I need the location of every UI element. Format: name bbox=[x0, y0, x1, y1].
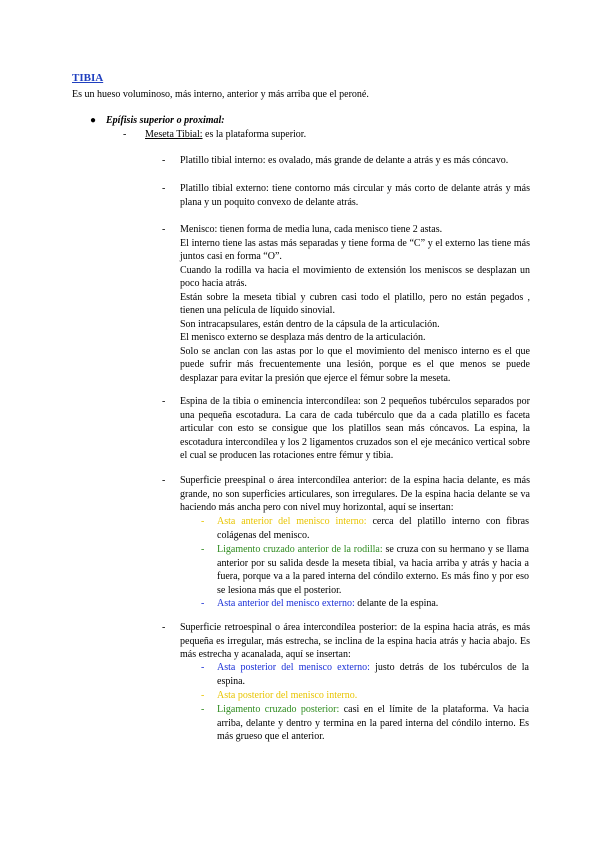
subitem-text: cerca del platillo interno con fibras colágenas del menisco. bbox=[217, 516, 529, 541]
menisco-line: El interno tiene las astas más separadas y tiene forma de “C” y el externo las tiene más juntos casi en forma “O”. bbox=[180, 237, 530, 262]
dash-marker: - bbox=[162, 155, 166, 166]
subitem-label: Ligamento cruzado posterior: bbox=[217, 704, 340, 715]
page-title: TIBIA bbox=[72, 72, 104, 84]
subitem-text: delante de la espina. bbox=[354, 598, 439, 609]
subitem-label: Asta anterior del menisco interno: bbox=[217, 516, 367, 527]
dash-marker: - bbox=[162, 183, 166, 194]
subitem-text: se cruza con su hermano y se llama anterior por su salida desde la meseta tibial, va hacia arriba y atrás y hacia a fuera, porque va a la pared interna del cóndilo externo. Es más fino y por eso se lesiona más que el posterior. bbox=[217, 544, 529, 596]
dash-marker: - bbox=[201, 598, 205, 609]
menisco-line: Cuando la rodilla va hacia el movimiento de extensión los meniscos se desplazan un poco hacia atrás. bbox=[180, 264, 530, 289]
menisco-line: Solo se anclan con las astas por lo que el movimiento del menisco interno es el que puede sufrir más frecuentemente una lesión, porque es el que menos se puede desplazar para evitar la presión que ejerce el fémur sobre la meseta. bbox=[180, 345, 530, 384]
meseta-label: Meseta Tibial: bbox=[145, 129, 203, 140]
subitem-asta-posterior-interno bbox=[201, 689, 529, 703]
item-preespinal bbox=[162, 474, 530, 515]
subitem-lca bbox=[201, 543, 529, 597]
item-text: Superficie preespinal o área intercondílea anterior: de la espina hacia delante, es más grande, no son superficies articulares, son irregulares. De la espina hacia delante se va haciendo más ancha pero con nivel muy horizontal, aquí se insertan: bbox=[180, 475, 530, 513]
subitem-asta-posterior-externo bbox=[201, 661, 529, 688]
item-platillo-externo bbox=[162, 182, 530, 209]
menisco-line: Son intracapsulares, están dentro de la cápsula de la articulación. bbox=[180, 318, 440, 330]
subitem-label: Asta posterior del menisco externo: bbox=[217, 662, 370, 673]
dash-marker: - bbox=[162, 622, 166, 633]
item-retroespinal bbox=[162, 621, 530, 662]
dash-marker: - bbox=[201, 690, 205, 701]
item-text: Platillo tibial externo: tiene contorno más circular y más corto de delante atrás y más plana y un poquito convexo de delante atrás. bbox=[180, 183, 530, 208]
dash-marker: - bbox=[201, 704, 205, 715]
dash-marker: - bbox=[123, 129, 127, 140]
item-platillo-interno bbox=[162, 154, 530, 168]
item-text: Superficie retroespinal o área intercondílea posterior: de la espina hacia atrás, es más pequeña es irregular, más estrecha, se inclina de la espina hacia atrás y hacia abajo. Es más estrecha y acanalada, aquí se insertan: bbox=[180, 622, 530, 660]
subitem-text: justo detrás de los tubérculos de la espina. bbox=[217, 662, 529, 687]
meseta-text: es la plataforma superior. bbox=[202, 129, 307, 140]
subitem-lcp bbox=[201, 703, 529, 744]
subitem-asta-anterior-externo bbox=[201, 597, 529, 611]
menisco-line: Están sobre la meseta tibial y cubren casi todo el platillo, pero no están pegados , tienen una película de líquido sinovial. bbox=[180, 291, 530, 316]
menisco-line: El menisco externo se desplaza más dentro de la articulación. bbox=[180, 332, 426, 343]
dash-marker: - bbox=[201, 516, 205, 527]
dash-marker: - bbox=[201, 544, 205, 555]
subitem-text: casi en el límite de la plataforma. Va hacia arriba, delante y dentro y termina en la pared interna del cóndilo interno. Es más grueso que el anterior. bbox=[217, 704, 529, 742]
subitem-label: Ligamento cruzado anterior de la rodilla: bbox=[217, 544, 383, 555]
dash-marker: - bbox=[201, 662, 205, 673]
dash-marker: - bbox=[162, 396, 166, 407]
dash-marker: - bbox=[162, 224, 166, 235]
bullet-icon: ● bbox=[90, 115, 97, 126]
menisco-line: Menisco: tienen forma de media luna, cada menisco tiene 2 astas. bbox=[180, 224, 443, 235]
item-text: Espina de la tibia o eminencia intercondílea: son 2 pequeños tubérculos separados por una pequeña escotadura. La cara de cada tubérculo que da a cada platillo es faceta articular con esto se consigue que los platillos sean más cóncavos. La espina, la escotadura intercondílea y los 2 ligamentos cruzados son el eje mecánico vertical sobre el cual se producen las rotaciones entre fémur y tibia. bbox=[180, 396, 530, 461]
meseta-line bbox=[123, 128, 565, 142]
subitem-label: Asta anterior del menisco externo: bbox=[217, 598, 355, 609]
item-text: Platillo tibial interno: es ovalado, más grande de delante a atrás y es más cóncavo. bbox=[180, 155, 509, 166]
item-espina bbox=[162, 395, 530, 463]
dash-marker: - bbox=[162, 475, 166, 486]
subitem-label: Asta posterior del menisco interno. bbox=[217, 690, 358, 701]
intro-text: Es un hueso voluminoso, más interno, anterior y más arriba que el peroné. bbox=[72, 89, 369, 100]
item-menisco bbox=[162, 223, 530, 385]
section-heading-text: Epífisis superior o proximal: bbox=[106, 115, 225, 126]
subitem-asta-anterior-interno bbox=[201, 515, 529, 542]
